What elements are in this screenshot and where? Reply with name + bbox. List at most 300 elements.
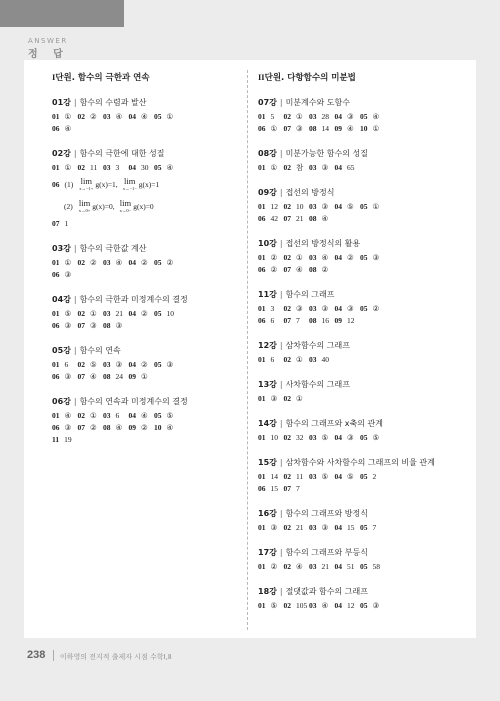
answer-value: 10 <box>166 309 174 318</box>
lim-word: lim <box>78 198 91 208</box>
answer-value: 10 <box>270 433 278 442</box>
question-number: 02 <box>283 601 291 610</box>
answer-value: ③ <box>372 253 380 262</box>
answer-value: ① <box>166 112 174 121</box>
answer-value: ① <box>141 372 148 381</box>
lecture-number: 14강 <box>258 419 277 428</box>
answer-value: ④ <box>115 258 123 267</box>
unit-title-left: I단원. 함수의 극한과 연속 <box>52 72 150 83</box>
question-number: 03 <box>309 562 317 571</box>
answer-item <box>309 471 335 483</box>
lecture-number: 02강 <box>52 149 71 158</box>
answer-value: ① <box>64 258 72 267</box>
question-number: 04 <box>334 433 342 442</box>
question-number: 04 <box>128 360 136 369</box>
answer-value: ② <box>141 423 148 432</box>
question-number: 03 <box>309 601 317 610</box>
question-number: 02 <box>283 394 291 403</box>
lecture-title <box>258 96 468 109</box>
answer-item <box>335 201 361 213</box>
answer-item <box>335 111 361 123</box>
question-number: 02 <box>283 163 291 172</box>
answer-value: 6 <box>270 355 275 364</box>
lim-subscript: x→−1+ <box>79 186 94 191</box>
answer-value: ② <box>90 112 97 121</box>
answer-value: 6 <box>115 411 120 420</box>
question-number: 08 <box>103 423 111 432</box>
lecture-title <box>258 417 468 430</box>
lecture-number: 13강 <box>258 380 277 389</box>
answer-value: 65 <box>347 163 355 172</box>
question-number: 04 <box>128 112 136 121</box>
question-number: 06 <box>258 124 266 133</box>
lecture-section <box>258 96 468 135</box>
lecture-title <box>258 288 468 301</box>
question-number: 07 <box>283 316 291 325</box>
question-number: 02 <box>283 433 291 442</box>
answer-row <box>52 123 242 135</box>
answer-row <box>52 410 242 422</box>
answer-value: ③ <box>296 124 303 133</box>
answer-item <box>309 213 335 225</box>
answer-item <box>52 269 78 281</box>
answer-item <box>360 123 386 135</box>
answer-item <box>360 201 386 213</box>
question-number: 04 <box>128 258 136 267</box>
answer-item <box>309 123 335 135</box>
question-number: 02 <box>77 360 85 369</box>
lecture-title <box>52 242 242 255</box>
title-separator: | <box>279 239 283 248</box>
question-number: 03 <box>309 433 317 442</box>
answer-item <box>154 111 180 123</box>
header-en: ANSWER <box>28 37 68 45</box>
answer-value: ③ <box>296 304 303 313</box>
question-number: 04 <box>334 253 342 262</box>
answer-row <box>258 303 468 315</box>
answer-item <box>103 308 129 320</box>
question-number: 06 <box>52 270 60 279</box>
question-number: 06 <box>52 423 60 432</box>
question-number: 08 <box>309 124 317 133</box>
answer-item <box>52 308 78 320</box>
answer-value: ③ <box>270 523 278 532</box>
question-number: 08 <box>103 321 111 330</box>
equals: =1, <box>107 180 118 189</box>
answer-value: ④ <box>64 411 72 420</box>
answer-value: ① <box>296 355 303 364</box>
question-number: 09 <box>334 124 342 133</box>
answer-value: 7 <box>296 484 300 493</box>
answer-value: ② <box>90 258 97 267</box>
answer-value: ③ <box>321 202 329 211</box>
answer-row <box>258 483 468 495</box>
answer-item <box>154 257 180 269</box>
answer-value: ② <box>270 562 278 571</box>
question-number: 10 <box>360 124 368 133</box>
lim-subscript: x→0− <box>119 208 132 213</box>
lecture-section <box>258 147 468 174</box>
answer-value: ④ <box>372 112 380 121</box>
question-number: 02 <box>77 411 85 420</box>
lecture-name: 함수의 그래프 <box>285 290 335 299</box>
question-number: 01 <box>52 309 60 318</box>
answer-value: 21 <box>296 214 304 223</box>
answer-value: ① <box>296 112 303 121</box>
question-number: 03 <box>309 523 317 532</box>
question-number: 04 <box>334 163 342 172</box>
answer-item <box>258 315 284 327</box>
answer-row <box>258 393 468 405</box>
limit-expression <box>79 199 91 215</box>
answer-item <box>78 359 104 371</box>
answer-value: ④ <box>321 253 329 262</box>
answer-item <box>309 522 335 534</box>
question-number: 04 <box>334 472 342 481</box>
answer-row <box>258 561 468 573</box>
corner-block <box>0 0 124 27</box>
question-number: 08 <box>103 372 111 381</box>
answer-value: ⑤ <box>90 360 97 369</box>
answer-value: ② <box>270 265 278 274</box>
lim-word: lim <box>80 176 92 186</box>
answer-value: 3 <box>270 304 275 313</box>
lecture-number: 17강 <box>258 548 277 557</box>
question-number: 02 <box>77 309 85 318</box>
lecture-name: 미분계수와 도함수 <box>285 98 350 107</box>
lecture-section <box>258 417 468 444</box>
answer-value: 참 <box>296 163 304 172</box>
answer-item <box>360 111 386 123</box>
lecture-title <box>258 585 468 598</box>
question-number: 05 <box>154 258 162 267</box>
answer-item <box>103 162 129 174</box>
question-number: 03 <box>103 360 111 369</box>
lecture-section <box>258 186 468 225</box>
answer-item <box>284 483 310 495</box>
answer-value: 24 <box>115 372 123 381</box>
answer-value: ③ <box>64 423 72 432</box>
question-number: 06 <box>52 321 60 330</box>
answer-item <box>335 600 361 612</box>
question-number: 01 <box>258 472 266 481</box>
question-number: 06 <box>52 180 60 189</box>
answer-item <box>258 522 284 534</box>
right-column <box>258 70 468 624</box>
answer-item <box>129 111 155 123</box>
lecture-section <box>52 242 242 281</box>
question-number: 01 <box>52 112 60 121</box>
title-separator: | <box>279 458 283 467</box>
part-label: (1) <box>64 180 74 189</box>
question-number: 04 <box>334 202 342 211</box>
answer-value: ③ <box>347 304 354 313</box>
answer-value: ③ <box>321 523 329 532</box>
answer-item <box>335 432 361 444</box>
answer-item <box>52 218 78 230</box>
lecture-title <box>52 147 242 160</box>
answer-value: 12 <box>347 601 355 610</box>
question-number: 08 <box>309 214 317 223</box>
lecture-number: 03강 <box>52 244 71 253</box>
answer-value: ② <box>321 265 329 274</box>
answer-item <box>309 264 335 276</box>
question-number: 05 <box>360 253 368 262</box>
answer-item <box>335 252 361 264</box>
answer-value: ④ <box>347 124 354 133</box>
question-number: 01 <box>258 253 266 262</box>
answer-value: ① <box>270 124 278 133</box>
lecture-number: 10강 <box>258 239 277 248</box>
answer-item <box>309 561 335 573</box>
answer-item <box>103 111 129 123</box>
answer-value: 19 <box>64 435 72 444</box>
answer-value: ④ <box>90 372 97 381</box>
question-number: 05 <box>154 163 162 172</box>
question-number: 04 <box>334 523 342 532</box>
lecture-number: 09강 <box>258 188 277 197</box>
answer-item <box>129 422 155 434</box>
answer-item <box>154 422 180 434</box>
answer-item <box>309 201 335 213</box>
answer-item <box>258 471 284 483</box>
question-number: 02 <box>77 112 85 121</box>
answer-value: ④ <box>115 112 123 121</box>
question-number: 01 <box>258 112 266 121</box>
answer-value: ② <box>90 423 97 432</box>
answer-item <box>258 252 284 264</box>
question-number: 06 <box>52 124 60 133</box>
answer-value: ⑤ <box>321 433 329 442</box>
title-separator: | <box>279 98 283 107</box>
equals: =0, <box>104 202 115 211</box>
answer-value: ② <box>141 258 148 267</box>
answer-item <box>284 123 310 135</box>
answer-value: 3 <box>115 163 120 172</box>
question-number: 03 <box>309 202 317 211</box>
answer-item <box>258 600 284 612</box>
answer-row <box>52 434 242 446</box>
lecture-title <box>258 186 468 199</box>
answer-value: ② <box>141 360 148 369</box>
lecture-section <box>52 395 242 446</box>
answer-value: ⑤ <box>321 472 329 481</box>
lecture-section <box>258 378 468 405</box>
answer-value: 11 <box>296 472 304 481</box>
question-number: 01 <box>258 394 266 403</box>
answer-value: ⑤ <box>64 309 72 318</box>
lecture-name: 함수의 극한에 대한 성질 <box>79 149 165 158</box>
answer-item <box>78 410 104 422</box>
lecture-section <box>52 293 242 332</box>
answer-value: 12 <box>270 202 278 211</box>
lecture-title <box>258 546 468 559</box>
book-title: 이하영의 전지적 출제자 시점 수학Ⅰ,Ⅱ <box>60 653 172 661</box>
question-number: 09 <box>128 372 136 381</box>
question-number: 07 <box>283 124 291 133</box>
question-number: 02 <box>283 304 291 313</box>
question-number: 02 <box>283 355 291 364</box>
question-number: 01 <box>258 202 266 211</box>
answer-item <box>258 213 284 225</box>
title-separator: | <box>279 290 283 299</box>
answer-value: ① <box>296 253 303 262</box>
answer-value: ③ <box>115 321 123 330</box>
question-number: 11 <box>52 435 60 444</box>
answer-row <box>52 308 242 320</box>
answer-row <box>52 257 242 269</box>
answer-value: ③ <box>347 112 354 121</box>
lecture-section <box>258 237 468 276</box>
lecture-number: 08강 <box>258 149 277 158</box>
answer-value: 10 <box>296 202 304 211</box>
question-number: 03 <box>309 163 317 172</box>
answer-value: 7 <box>372 523 377 532</box>
lecture-name: 함수의 그래프와 x축의 관계 <box>285 419 383 428</box>
question-number: 08 <box>309 316 317 325</box>
lecture-title <box>52 96 242 109</box>
answer-value: ② <box>347 253 354 262</box>
answer-value: ⑤ <box>166 411 174 420</box>
left-column <box>52 70 242 458</box>
answer-item <box>360 303 386 315</box>
answer-value: ④ <box>321 214 329 223</box>
question-number: 07 <box>283 265 291 274</box>
question-number: 02 <box>283 112 291 121</box>
question-number: 09 <box>334 316 342 325</box>
question-number: 05 <box>360 304 368 313</box>
answer-item <box>129 162 155 174</box>
lecture-name: 함수의 그래프와 부등식 <box>285 548 368 557</box>
answer-item <box>129 371 155 383</box>
question-number: 03 <box>103 411 111 420</box>
lecture-title <box>52 344 242 357</box>
answer-value: ① <box>372 124 380 133</box>
question-number: 03 <box>309 355 317 364</box>
limit-expression <box>79 177 93 193</box>
answer-item <box>258 354 284 366</box>
answer-item <box>309 315 335 327</box>
lecture-section <box>258 456 468 495</box>
answer-value: 15 <box>270 484 278 493</box>
answer-item <box>284 393 310 405</box>
answer-item <box>284 264 310 276</box>
question-number: 01 <box>258 433 266 442</box>
answer-row <box>258 354 468 366</box>
question-number: 07 <box>77 372 85 381</box>
answer-item <box>309 111 335 123</box>
lecture-number: 01강 <box>52 98 71 107</box>
lecture-section <box>258 507 468 534</box>
lecture-title <box>258 456 468 469</box>
function-g: g(x) <box>92 202 105 211</box>
answer-06-part2 <box>52 196 242 218</box>
answer-item <box>258 111 284 123</box>
answer-item <box>284 561 310 573</box>
answer-value: 14 <box>270 472 278 481</box>
answer-value: ④ <box>115 423 123 432</box>
answer-item <box>52 123 78 135</box>
answer-item <box>284 522 310 534</box>
page-number: 238 <box>27 649 46 661</box>
answer-item <box>309 432 335 444</box>
question-number: 04 <box>334 304 342 313</box>
question-number: 03 <box>309 253 317 262</box>
answer-item <box>335 522 361 534</box>
answer-item <box>258 432 284 444</box>
answer-item <box>52 410 78 422</box>
question-number: 05 <box>154 112 162 121</box>
answer-item <box>335 162 361 174</box>
question-number: 06 <box>258 484 266 493</box>
question-number: 05 <box>360 202 368 211</box>
title-separator: | <box>279 149 283 158</box>
question-number: 05 <box>154 360 162 369</box>
answer-value: 6 <box>64 360 69 369</box>
answer-value: ④ <box>141 411 148 420</box>
answer-row <box>258 213 468 225</box>
lecture-section <box>258 546 468 573</box>
lecture-section <box>52 147 242 230</box>
question-number: 02 <box>77 163 85 172</box>
answer-value: 15 <box>347 523 355 532</box>
answer-row <box>258 600 468 612</box>
answer-item <box>52 359 78 371</box>
answer-item <box>52 371 78 383</box>
question-number: 03 <box>103 163 111 172</box>
lecture-number: 18강 <box>258 587 277 596</box>
answer-item <box>103 257 129 269</box>
question-number: 02 <box>283 253 291 262</box>
answer-value: 2 <box>372 472 377 481</box>
question-number: 07 <box>283 214 291 223</box>
answer-value: ① <box>372 202 380 211</box>
question-number: 07 <box>77 321 85 330</box>
question-number: 04 <box>334 601 342 610</box>
lecture-section <box>52 96 242 135</box>
answer-item <box>129 308 155 320</box>
question-number: 01 <box>258 304 266 313</box>
answer-item <box>52 162 78 174</box>
lim-word: lim <box>124 176 136 186</box>
answer-item <box>284 201 310 213</box>
answer-item <box>309 303 335 315</box>
answer-value: ④ <box>296 265 303 274</box>
lecture-name: 삼차함수의 그래프 <box>285 341 350 350</box>
answer-value: 5 <box>270 112 275 121</box>
lecture-name: 사차함수의 그래프 <box>285 380 350 389</box>
question-number: 06 <box>52 372 60 381</box>
question-number: 09 <box>128 423 136 432</box>
lim-subscript: x→0+ <box>78 208 91 213</box>
question-number: 01 <box>52 360 60 369</box>
answer-row <box>52 218 242 230</box>
question-number: 07 <box>52 219 60 228</box>
answer-item <box>129 257 155 269</box>
answer-value: ③ <box>64 270 72 279</box>
answer-item <box>360 561 386 573</box>
lecture-name: 함수의 극한값 계산 <box>79 244 147 253</box>
answer-item <box>154 162 180 174</box>
answer-row <box>52 422 242 434</box>
lecture-title <box>52 293 242 306</box>
answer-value: 16 <box>321 316 329 325</box>
question-number: 03 <box>103 112 111 121</box>
answer-value: ③ <box>270 394 278 403</box>
answer-value: 14 <box>321 124 329 133</box>
lecture-name: 함수의 극한과 미정계수의 결정 <box>79 295 188 304</box>
answer-value: ④ <box>64 124 72 133</box>
